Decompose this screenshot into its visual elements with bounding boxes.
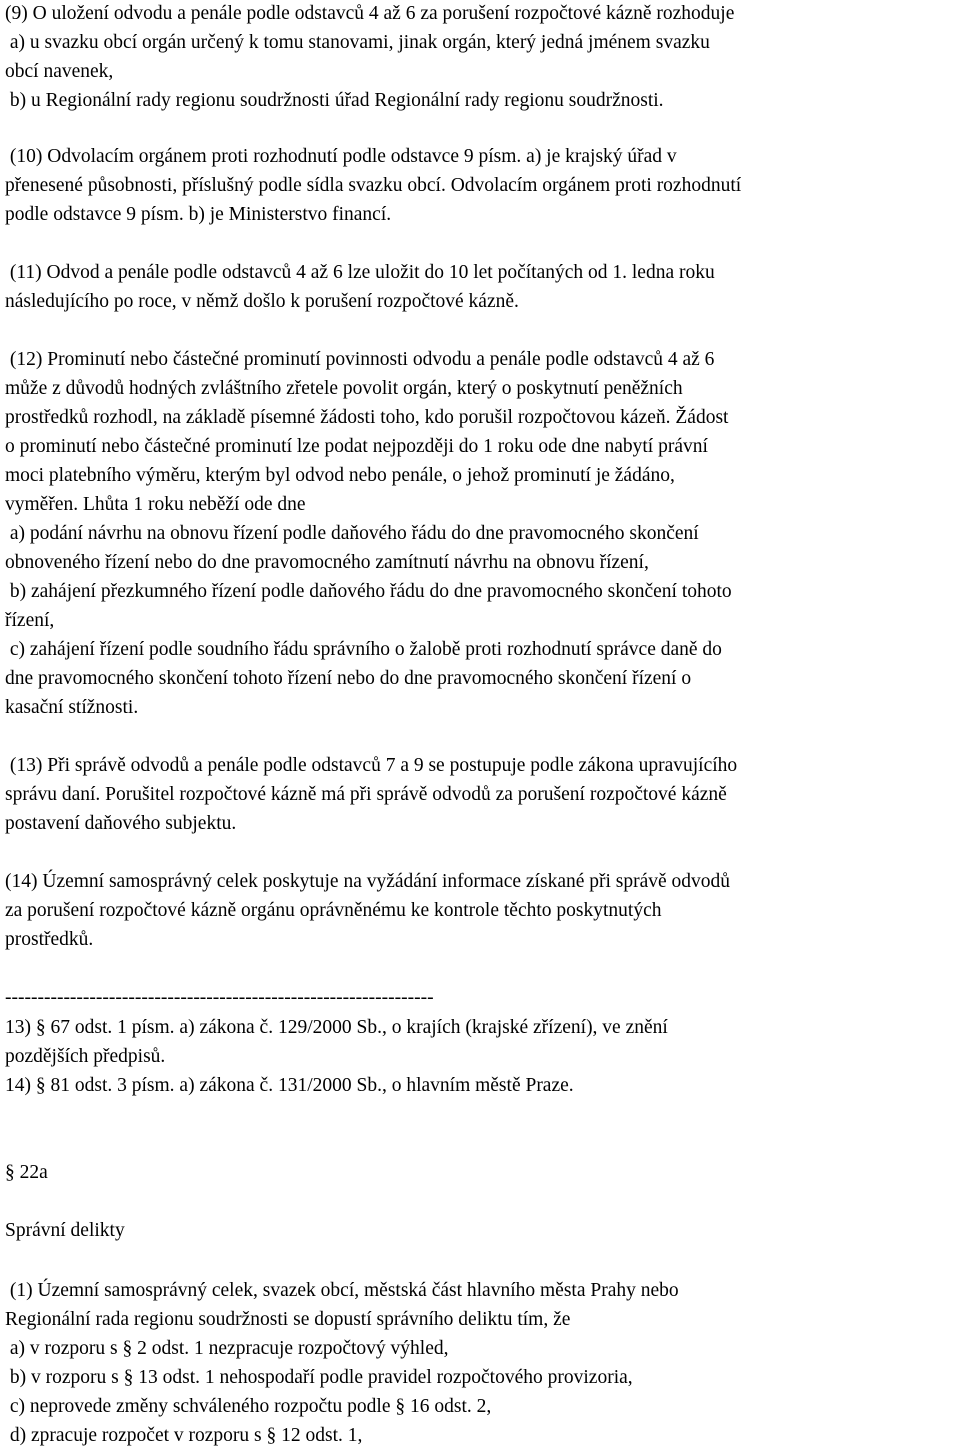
paragraph-9-line: b) u Regionální rady regionu soudržnosti úřad Regionální rady regionu soudržnosti. xyxy=(5,90,664,111)
footnote-separator: ------------------------------------------------------------------ xyxy=(5,987,434,1008)
paragraph-12-line: moci platebního výměru, kterým byl odvod nebo penále, o jehož prominutí je žádáno, xyxy=(5,465,675,486)
paragraph-12-line: (12) Prominutí nebo částečné prominutí povinnosti odvodu a penále podle odstavců 4 až 6 xyxy=(5,349,715,370)
paragraph-13-line: postavení daňového subjektu. xyxy=(5,813,237,834)
paragraph-12-line: řízení, xyxy=(5,610,55,631)
paragraph-12-line: o prominutí nebo částečné prominutí lze podat nejpozději do 1 roku ode dne nabytí právní xyxy=(5,436,708,457)
paragraph-9-line: (9) O uložení odvodu a penále podle odstavců 4 až 6 za porušení rozpočtové kázně rozhoduje xyxy=(5,3,735,24)
section-line: d) zpracuje rozpočet v rozporu s § 12 odst. 1, xyxy=(5,1425,363,1446)
paragraph-13-line: správu daní. Porušitel rozpočtové kázně má při správě odvodů za porušení rozpočtové kázně xyxy=(5,784,727,805)
paragraph-10-line: podle odstavce 9 písm. b) je Ministerstvo financí. xyxy=(5,204,392,225)
paragraph-9-line: a) u svazku obcí orgán určený k tomu stanovami, jinak orgán, který jedná jménem svazku xyxy=(5,32,710,53)
paragraph-13-line: (13) Při správě odvodů a penále podle odstavců 7 a 9 se postupuje podle zákona upravujícího xyxy=(5,755,738,776)
section-title: Správní delikty xyxy=(5,1220,125,1241)
section-number: § 22a xyxy=(5,1162,48,1183)
section-line: Regionální rada regionu soudržnosti se dopustí správního deliktu tím, že xyxy=(5,1309,571,1330)
section-line: c) neprovede změny schváleného rozpočtu podle § 16 odst. 2, xyxy=(5,1396,492,1417)
paragraph-12-line: vyměřen. Lhůta 1 roku neběží ode dne xyxy=(5,494,306,515)
paragraph-11-line: (11) Odvod a penále podle odstavců 4 až 6 lze uložit do 10 let počítaných od 1. ledna roku xyxy=(5,262,715,283)
paragraph-12-line: dne pravomocného skončení tohoto řízení nebo do dne pravomocného skončení řízení o xyxy=(5,668,692,689)
paragraph-14-line: za porušení rozpočtové kázně orgánu oprávněnému ke kontrole těchto poskytnutých xyxy=(5,900,662,921)
section-line: a) v rozporu s § 2 odst. 1 nezpracuje rozpočtový výhled, xyxy=(5,1338,449,1359)
paragraph-12-line: kasační stížnosti. xyxy=(5,697,139,718)
footnote-14: 14) § 81 odst. 3 písm. a) zákona č. 131/2000 Sb., o hlavním městě Praze. xyxy=(5,1075,574,1096)
paragraph-12-line: obnoveného řízení nebo do dne pravomocného zamítnutí návrhu na obnovu řízení, xyxy=(5,552,649,573)
paragraph-10-line: přenesené působnosti, příslušný podle sídla svazku obcí. Odvolacím orgánem proti rozhodnutí xyxy=(5,175,742,196)
paragraph-14-line: prostředků. xyxy=(5,929,94,950)
paragraph-12-line: c) zahájení řízení podle soudního řádu správního o žalobě proti rozhodnutí správce daně do xyxy=(5,639,722,660)
footnote-13-continuation: pozdějších předpisů. xyxy=(5,1046,166,1067)
section-line: (1) Územní samosprávný celek, svazek obcí, městská část hlavního města Prahy nebo xyxy=(5,1280,679,1301)
paragraph-12-line: a) podání návrhu na obnovu řízení podle daňového řádu do dne pravomocného skončení xyxy=(5,523,699,544)
paragraph-11-line: následujícího po roce, v němž došlo k porušení rozpočtové kázně. xyxy=(5,291,519,312)
paragraph-12-line: b) zahájení přezkumného řízení podle daňového řádu do dne pravomocného skončení tohoto xyxy=(5,581,732,602)
section-line: b) v rozporu s § 13 odst. 1 nehospodaří podle pravidel rozpočtového provizoria, xyxy=(5,1367,633,1388)
footnote-13: 13) § 67 odst. 1 písm. a) zákona č. 129/2000 Sb., o krajích (krajské zřízení), ve znění xyxy=(5,1017,668,1038)
paragraph-12-line: prostředků rozhodl, na základě písemné žádosti toho, kdo porušil rozpočtovou kázeň. Žádost xyxy=(5,407,729,428)
paragraph-12-line: může z důvodů hodných zvláštního zřetele povolit orgán, který o poskytnutí peněžních xyxy=(5,378,683,399)
paragraph-9-line: obcí navenek, xyxy=(5,61,114,82)
paragraph-10-line: (10) Odvolacím orgánem proti rozhodnutí podle odstavce 9 písm. a) je krajský úřad v xyxy=(5,146,677,167)
paragraph-14-line: (14) Územní samosprávný celek poskytuje na vyžádání informace získané při správě odvodů xyxy=(5,871,731,892)
